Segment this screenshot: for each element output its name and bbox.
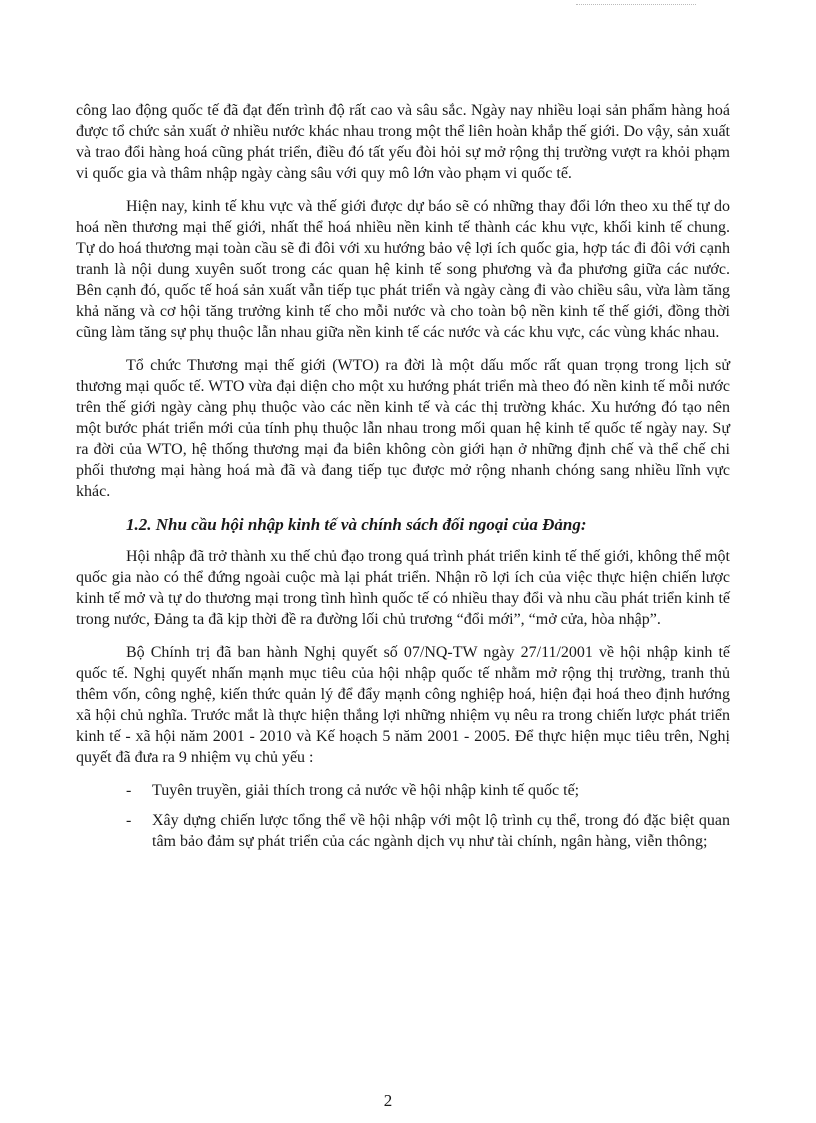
- paragraph-resolution: Bộ Chính trị đã ban hành Nghị quyết số 07/NQ-TW ngày 27/11/2001 về hội nhập kinh tế quốc tế. Nghị quyết nhấn mạnh mục tiêu của hội nhập quốc tế nhằm mở rộng thị trường, tranh thủ thêm vốn, công nghệ, kiến thức quản lý để đẩy mạnh công nghiệp hoá, hiện đại hoá theo định hướng xã hội chủ nghĩa. Trước mắt là thực hiện thắng lợi những nhiệm vụ nêu ra trong chiến lược phát triển kinh tế - xã hội năm 2001 - 2010 và Kế hoạch 5 năm 2001 - 2005. Để thực hiện mục tiêu trên, Nghị quyết đã đưa ra 9 nhiệm vụ chủ yếu :: [76, 644, 730, 766]
- list-item: [76, 780, 730, 801]
- paragraph-regional-trends: Hiện nay, kinh tế khu vực và thế giới được dự báo sẽ có những thay đổi lớn theo xu thế tự do hoá nền thương mại thế giới, nhất thể hoá nhiều nền kinh tế thành các khu vực, khối kinh tế chung. Tự do hoá thương mại toàn cầu sẽ đi đôi với xu hướng bảo vệ lợi ích quốc gia, hợp tác đi đôi với cạnh tranh là nội dung xuyên suốt trong các quan hệ kinh tế song phương và đa phương giữa các nước. Bên cạnh đó, quốc tế hoá sản xuất vẫn tiếp tục phát triển và ngày càng đi vào chiều sâu, vừa làm tăng khả năng và cơ hội tăng trưởng kinh tế cho mỗi nước và cho toàn bộ nền kinh tế thế giới, đồng thời cũng làm tăng sự phụ thuộc lẫn nhau giữa nền kinh tế các nước và các khu vực, các vùng khác nhau.: [76, 198, 730, 341]
- bullet-dash: -: [126, 812, 132, 829]
- list-item-text: Xây dựng chiến lược tổng thể về hội nhập với một lộ trình cụ thể, trong đó đặc biệt quan tâm bảo đảm sự phát triển của các ngành dịch vụ như tài chính, ngân hàng, viễn thông;: [152, 812, 730, 850]
- bullet-dash: -: [126, 782, 132, 799]
- page-number: 2: [383, 1091, 393, 1110]
- paragraph-integration: Hội nhập đã trở thành xu thế chủ đạo trong quá trình phát triển kinh tế thế giới, không thể một quốc gia nào có thể đứng ngoài cuộc mà lại phát triển. Nhận rõ lợi ích của việc thực hiện chiến lược kinh tế mở và tự do thương mại trong tình hình quốc tế có nhiều thay đổi và nhu cầu phát triển kinh tế trong nước, Đảng ta đã kịp thời đề ra đường lối chủ trương “đổi mới”, “mở cửa, hòa nhập”.: [76, 548, 730, 628]
- section-heading: 1.2. Nhu cầu hội nhập kinh tế và chính sách đối ngoại của Đảng:: [126, 515, 587, 534]
- paragraph-wto: Tổ chức Thương mại thế giới (WTO) ra đời là một dấu mốc rất quan trọng trong lịch sử thương mại quốc tế. WTO vừa đại diện cho một xu hướng phát triển mà theo đó nền kinh tế mỗi nước trên thế giới ngày càng phụ thuộc vào các nền kinh tế và các thị trường khác. Xu hướng đó tạo nên một bước phát triển mới của tính phụ thuộc lẫn nhau trong mối quan hệ kinh tế quốc tế ngày nay. Sự ra đời của WTO, hệ thống thương mại đa biên không còn giới hạn ở những định chế và thể chế chi phối thương mại hàng hoá mà đã và đang tiếp tục được mở rộng nhanh chóng sang nhiều lĩnh vực khác.: [76, 357, 730, 500]
- scan-artifact: [576, 4, 696, 7]
- document-page: [76, 100, 730, 861]
- list-item: [76, 810, 730, 852]
- paragraph-intro: công lao động quốc tế đã đạt đến trình độ rất cao và sâu sắc. Ngày nay nhiều loại sản phẩm hàng hoá được tổ chức sản xuất ở nhiều nước khác nhau trong một thể liên hoàn khắp thế giới. Do vậy, sản xuất và trao đổi hàng hoá cũng phát triển, điều đó tất yếu đòi hỏi sự mở rộng thị trường vượt ra khỏi phạm vi quốc gia và thâm nhập ngày càng sâu với quy mô lớn vào phạm vi quốc tế.: [76, 102, 730, 182]
- list-item-text: Tuyên truyền, giải thích trong cả nước về hội nhập kinh tế quốc tế;: [152, 782, 580, 799]
- task-list: [76, 780, 730, 852]
